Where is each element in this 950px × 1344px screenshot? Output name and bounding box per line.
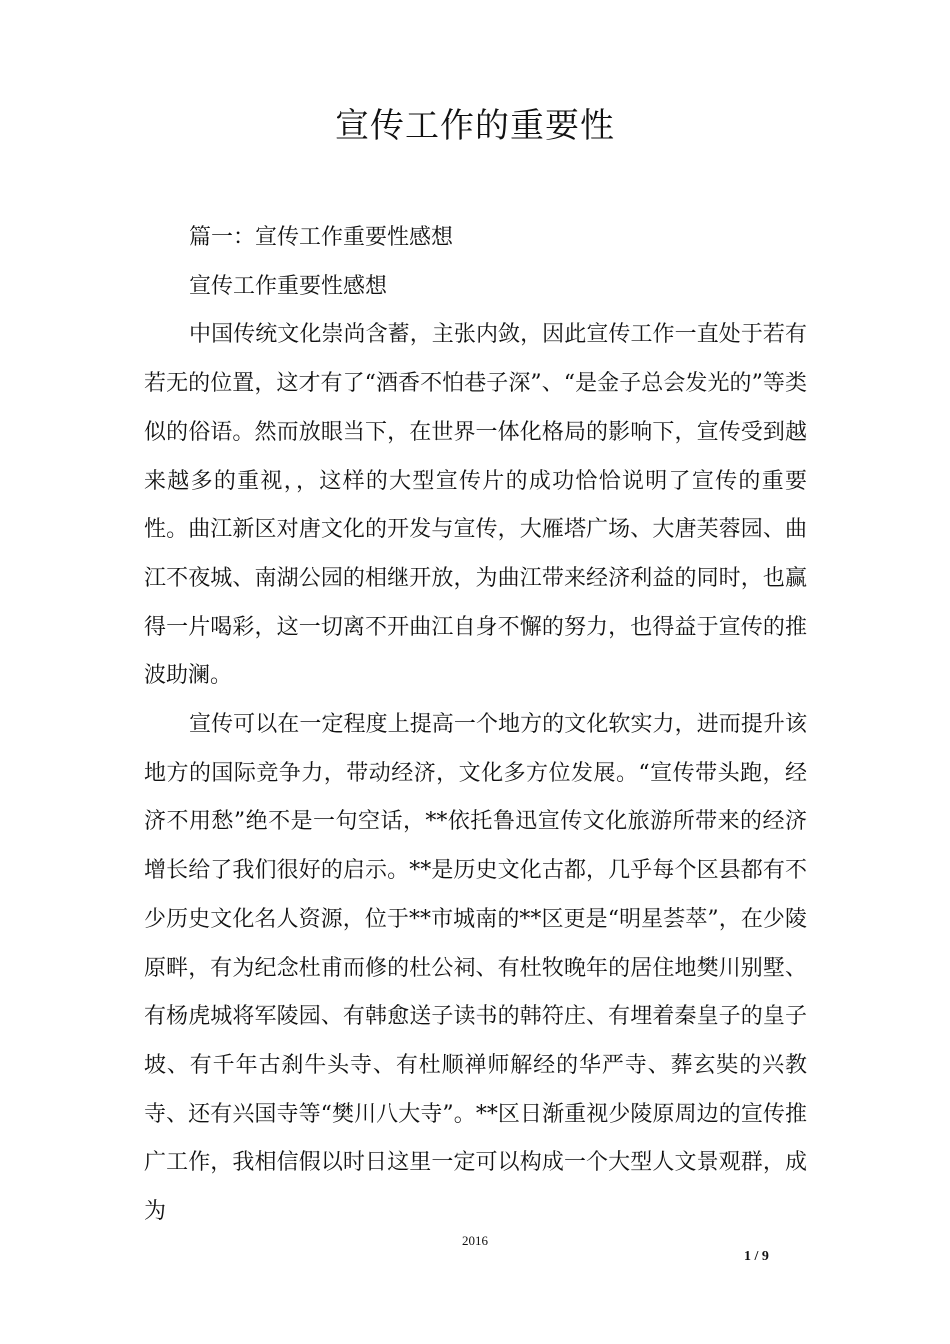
paragraph: 宣传可以在一定程度上提高一个地方的文化软实力，进而提升该地方的国际竞争力，带动经济，文化多方位发展。“宣传带头跑，经济不用愁”绝不是一句空话，**依托鲁迅宣传文化旅游所带来的经济增长给了我们很好的启示。**是历史文化古都，几乎每个区县都有不少历史文化名人资源，位于**市城南的**区更是“明星荟萃”，在少陵原畔，有为纪念杜甫而修的杜公祠、有杜牧晚年的居住地樊川别墅、有杨虎城将军陵园、有韩愈送子读书的韩符庄、有埋着秦皇子的皇子坡、有千年古刹牛头寺、有杜顺禅师解经的华严寺、葬玄奘的兴教寺、还有兴国寺等“樊川八大寺”。**区日渐重视少陵原周边的宣传推广工作，我相信假以时日这里一定可以构成一个大型人文景观群，成为 [144,712,807,1225]
paragraph: 中国传统文化崇尚含蓄，主张内敛，因此宣传工作一直处于若有若无的位置，这才有了“酒香不怕巷子深”、“是金子总会发光的”等类似的俗语。然而放眼当下，在世界一体化格局的影响下，宣传受到越来越多的重视，，这样的大型宣传片的成功恰恰说明了宣传的重要性。曲江新区对唐文化的开发与宣传，大雁塔广场、大唐芙蓉园、曲江不夜城、南湖公园的相继开放，为曲江带来经济利益的同时，也赢得一片喝彩，这一切离不开曲江自身不懈的努力，也得益于宣传的推波助澜。 [144,322,807,689]
subheading: 宣传工作重要性感想 [189,273,388,299]
document-title: 宣传工作的重要性 [335,106,615,146]
document-body [144,214,807,1237]
footer-year: 2016 [462,1233,488,1248]
page-number: 1 / 9 [744,1249,769,1264]
section-heading: 篇一：宣传工作重要性感想 [189,225,454,250]
